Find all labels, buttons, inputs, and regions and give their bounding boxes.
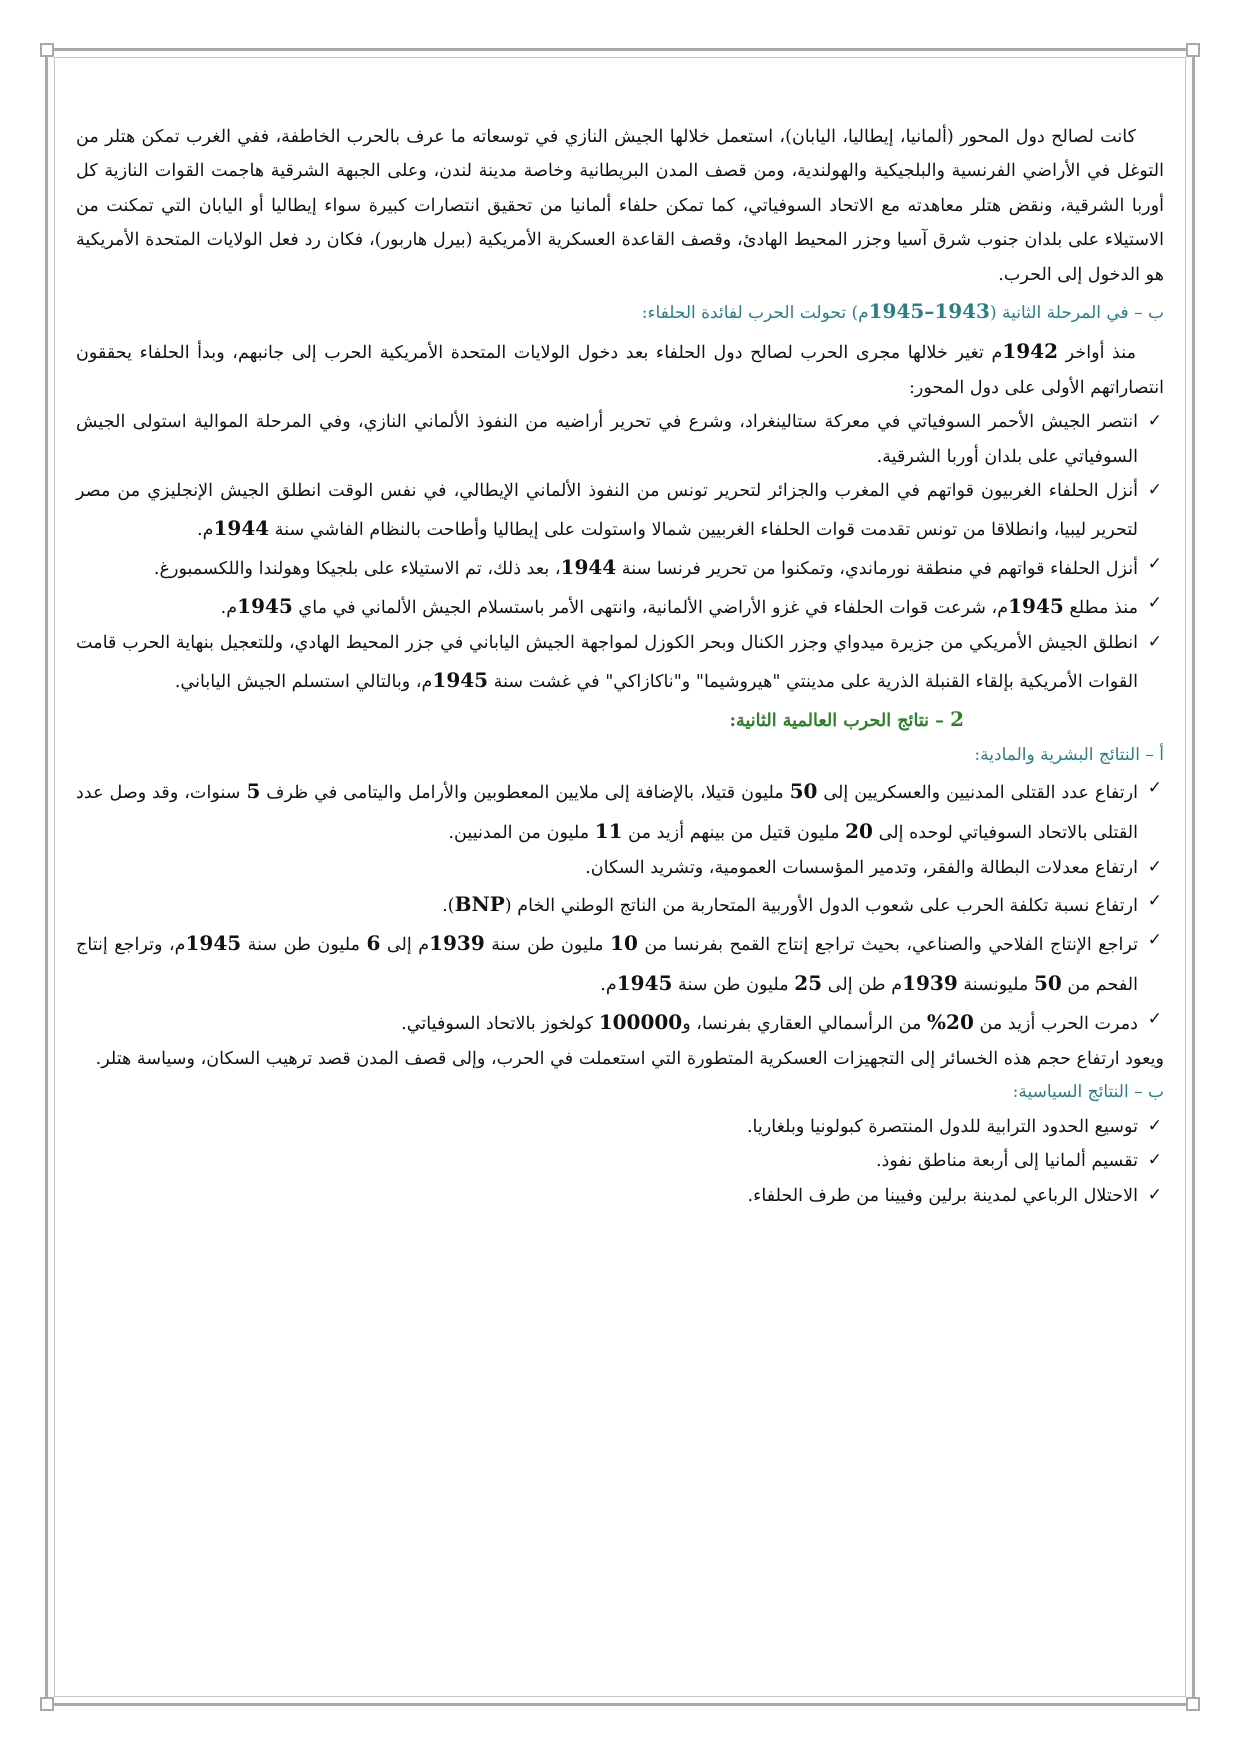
list-item: ✓ ارتفاع عدد القتلى المدنيين والعسكريين إلى 50 مليون قتيلا، بالإضافة إلى ملايين المعطوبين والأرامل واليتامى في ظرف 5 سنوات، وقد وصل عدد القتلى بالاتحاد السوفياتي لوحده إلى 20 مليون قتيل من بينهم أزيد من 11 مليون من المدنيين. xyxy=(76,772,1164,850)
border-corner-ornament xyxy=(40,1697,54,1711)
list-item: ✓ أنزل الحلفاء قواتهم في منطقة نورماندي، وتمكنوا من تحرير فرنسا سنة 1944، بعد ذلك، تم الاستيلاء على بلجيكا وهولندا واللكسمبورغ. xyxy=(76,548,1164,587)
border-corner-ornament xyxy=(1186,43,1200,57)
closing-paragraph: ويعود ارتفاع حجم هذه الخسائر إلى التجهيزات العسكرية المتطورة التي استعملت في الحرب، وإلى قصف المدن قصد ترهيب السكان، وسياسة هتلر. xyxy=(95,1048,1164,1069)
checkmark-icon: ✓ xyxy=(1147,891,1162,912)
list-item: ✓ ارتفاع معدلات البطالة والفقر، وتدمير المؤسسات العمومية، وتشريد السكان. xyxy=(76,851,1164,885)
checkmark-icon: ✓ xyxy=(1147,411,1162,432)
checkmark-icon: ✓ xyxy=(1147,632,1162,653)
political-list xyxy=(76,1110,1164,1213)
list-item: ✓ تراجع الإنتاج الفلاحي والصناعي، بحيث تراجع إنتاج القمح بفرنسا من 10 مليون طن سنة 1939م إلى 6 مليون طن سنة 1945م، وتراجع إنتاج الفحم من 50 مليونسنة 1939م طن إلى 25 مليون طن سنة 1945م. xyxy=(76,924,1164,1002)
border-corner-ornament xyxy=(40,43,54,57)
list-item: ✓ تقسيم ألمانيا إلى أربعة مناطق نفوذ. xyxy=(76,1144,1164,1178)
results-list xyxy=(76,772,1164,1042)
intro-paragraph: كانت لصالح دول المحور (ألمانيا، إيطاليا، اليابان)، استعمل خلالها الجيش النازي في توسعاته ما عرف بالحرب الخاطفة، ففي الغرب تمكن هتلر من التوغل في الأراضي الفرنسية والبلجيكية والهولندية، ومن قصف المدن البريطانية وخاصة مدينة لندن، وعلى الجبهة الشرقية هاجمت القوات النازية كل أوربا الشرقية، ونقض هتلر معاهدته مع الاتحاد السوفياتي، كما تمكن حلفاء ألمانيا من تحقيق انتصارات كبيرة سواء إيطاليا أو اليابان التي تمكنت من الاستيلاء على بلدان جنوب شرق آسيا وجزر المحيط الهادئ، وقصف القاعدة العسكرية الأمريكية (بيرل هاربور)، فكان رد فعل الولايات المتحدة الأمريكية هو الدخول إلى الحرب. xyxy=(76,127,1164,285)
checkmark-icon: ✓ xyxy=(1147,856,1162,877)
list-item: ✓ دمرت الحرب أزيد من 20% من الرأسمالي العقاري بفرنسا، و100000 كولخوز بالاتحاد السوفياتي. xyxy=(76,1003,1164,1042)
document-body xyxy=(76,120,1164,1213)
phase2-list xyxy=(76,405,1164,700)
checkmark-icon: ✓ xyxy=(1147,778,1162,799)
human-material-results-heading: أ – النتائج البشرية والمادية: xyxy=(974,745,1164,765)
section-b-heading: ب – في المرحلة الثانية (1943–1945م) تحولت الحرب لفائدة الحلفاء: xyxy=(641,299,1164,324)
list-item: ✓ انتصر الجيش الأحمر السوفياتي في معركة ستالينغراد، وشرع في تحرير أراضيه من النفوذ الألماني النازي، وفي المرحلة الموالية استولى الجيش السوفياتي على بلدان أوربا الشرقية. xyxy=(76,405,1164,474)
section-b-paragraph: منذ أواخر 1942م تغير خلالها مجرى الحرب لصالح دول الحلفاء بعد دخول الولايات المتحدة الأمريكية الحرب إلى جانبهم، وبدأ الحلفاء يحققون انتصاراتهم الأولى على دول المحور: xyxy=(76,338,1164,398)
list-item: ✓ انطلق الجيش الأمريكي من جزيرة ميدواي وجزر الكنال وبحر الكوزل لمواجهة الجيش الياباني في جزر المحيط الهادي، وللتعجيل بنهاية الحرب قامت القوات الأمريكية بإلقاء القنبلة الذرية على مدينتي "هيروشيما" و"ناكازاكي" في غشت سنة 1945م، وبالتالي استسلم الجيش الياباني. xyxy=(76,626,1164,700)
checkmark-icon: ✓ xyxy=(1147,1150,1162,1171)
list-item: ✓ أنزل الحلفاء الغربيون قواتهم في المغرب والجزائر لتحرير تونس من النفوذ الألماني الإيطالي، في نفس الوقت انطلق الجيش الإنجليزي من مصر لتحرير ليبيا، وانطلاقا من تونس تقدمت قوات الحلفاء الغربيين شمالا واستولت على إيطاليا وأطاحت بالنظام الفاشي سنة 1944م. xyxy=(76,474,1164,548)
checkmark-icon: ✓ xyxy=(1147,1115,1162,1136)
political-results-heading: ب – النتائج السياسية: xyxy=(1012,1082,1164,1103)
checkmark-icon: ✓ xyxy=(1147,592,1162,613)
checkmark-icon: ✓ xyxy=(1147,1008,1162,1029)
checkmark-icon: ✓ xyxy=(1147,553,1162,574)
checkmark-icon: ✓ xyxy=(1147,930,1162,951)
results-heading: 2 – نتائج الحرب العالمية الثانية: xyxy=(729,706,964,731)
checkmark-icon: ✓ xyxy=(1147,1184,1162,1205)
list-item: ✓ الاحتلال الرباعي لمدينة برلين وفيينا من طرف الحلفاء. xyxy=(76,1179,1164,1213)
border-corner-ornament xyxy=(1186,1697,1200,1711)
checkmark-icon: ✓ xyxy=(1147,480,1162,501)
list-item: ✓ منذ مطلع 1945م، شرعت قوات الحلفاء في غزو الأراضي الألمانية، وانتهى الأمر باستسلام الجيش الألماني في ماي 1945م. xyxy=(76,587,1164,626)
list-item: ✓ ارتفاع نسبة تكلفة الحرب على شعوب الدول الأوربية المتحاربة من الناتج الوطني الخام (BNP). xyxy=(76,885,1164,924)
list-item: ✓ توسيع الحدود الترابية للدول المنتصرة كبولونيا وبلغاريا. xyxy=(76,1110,1164,1144)
